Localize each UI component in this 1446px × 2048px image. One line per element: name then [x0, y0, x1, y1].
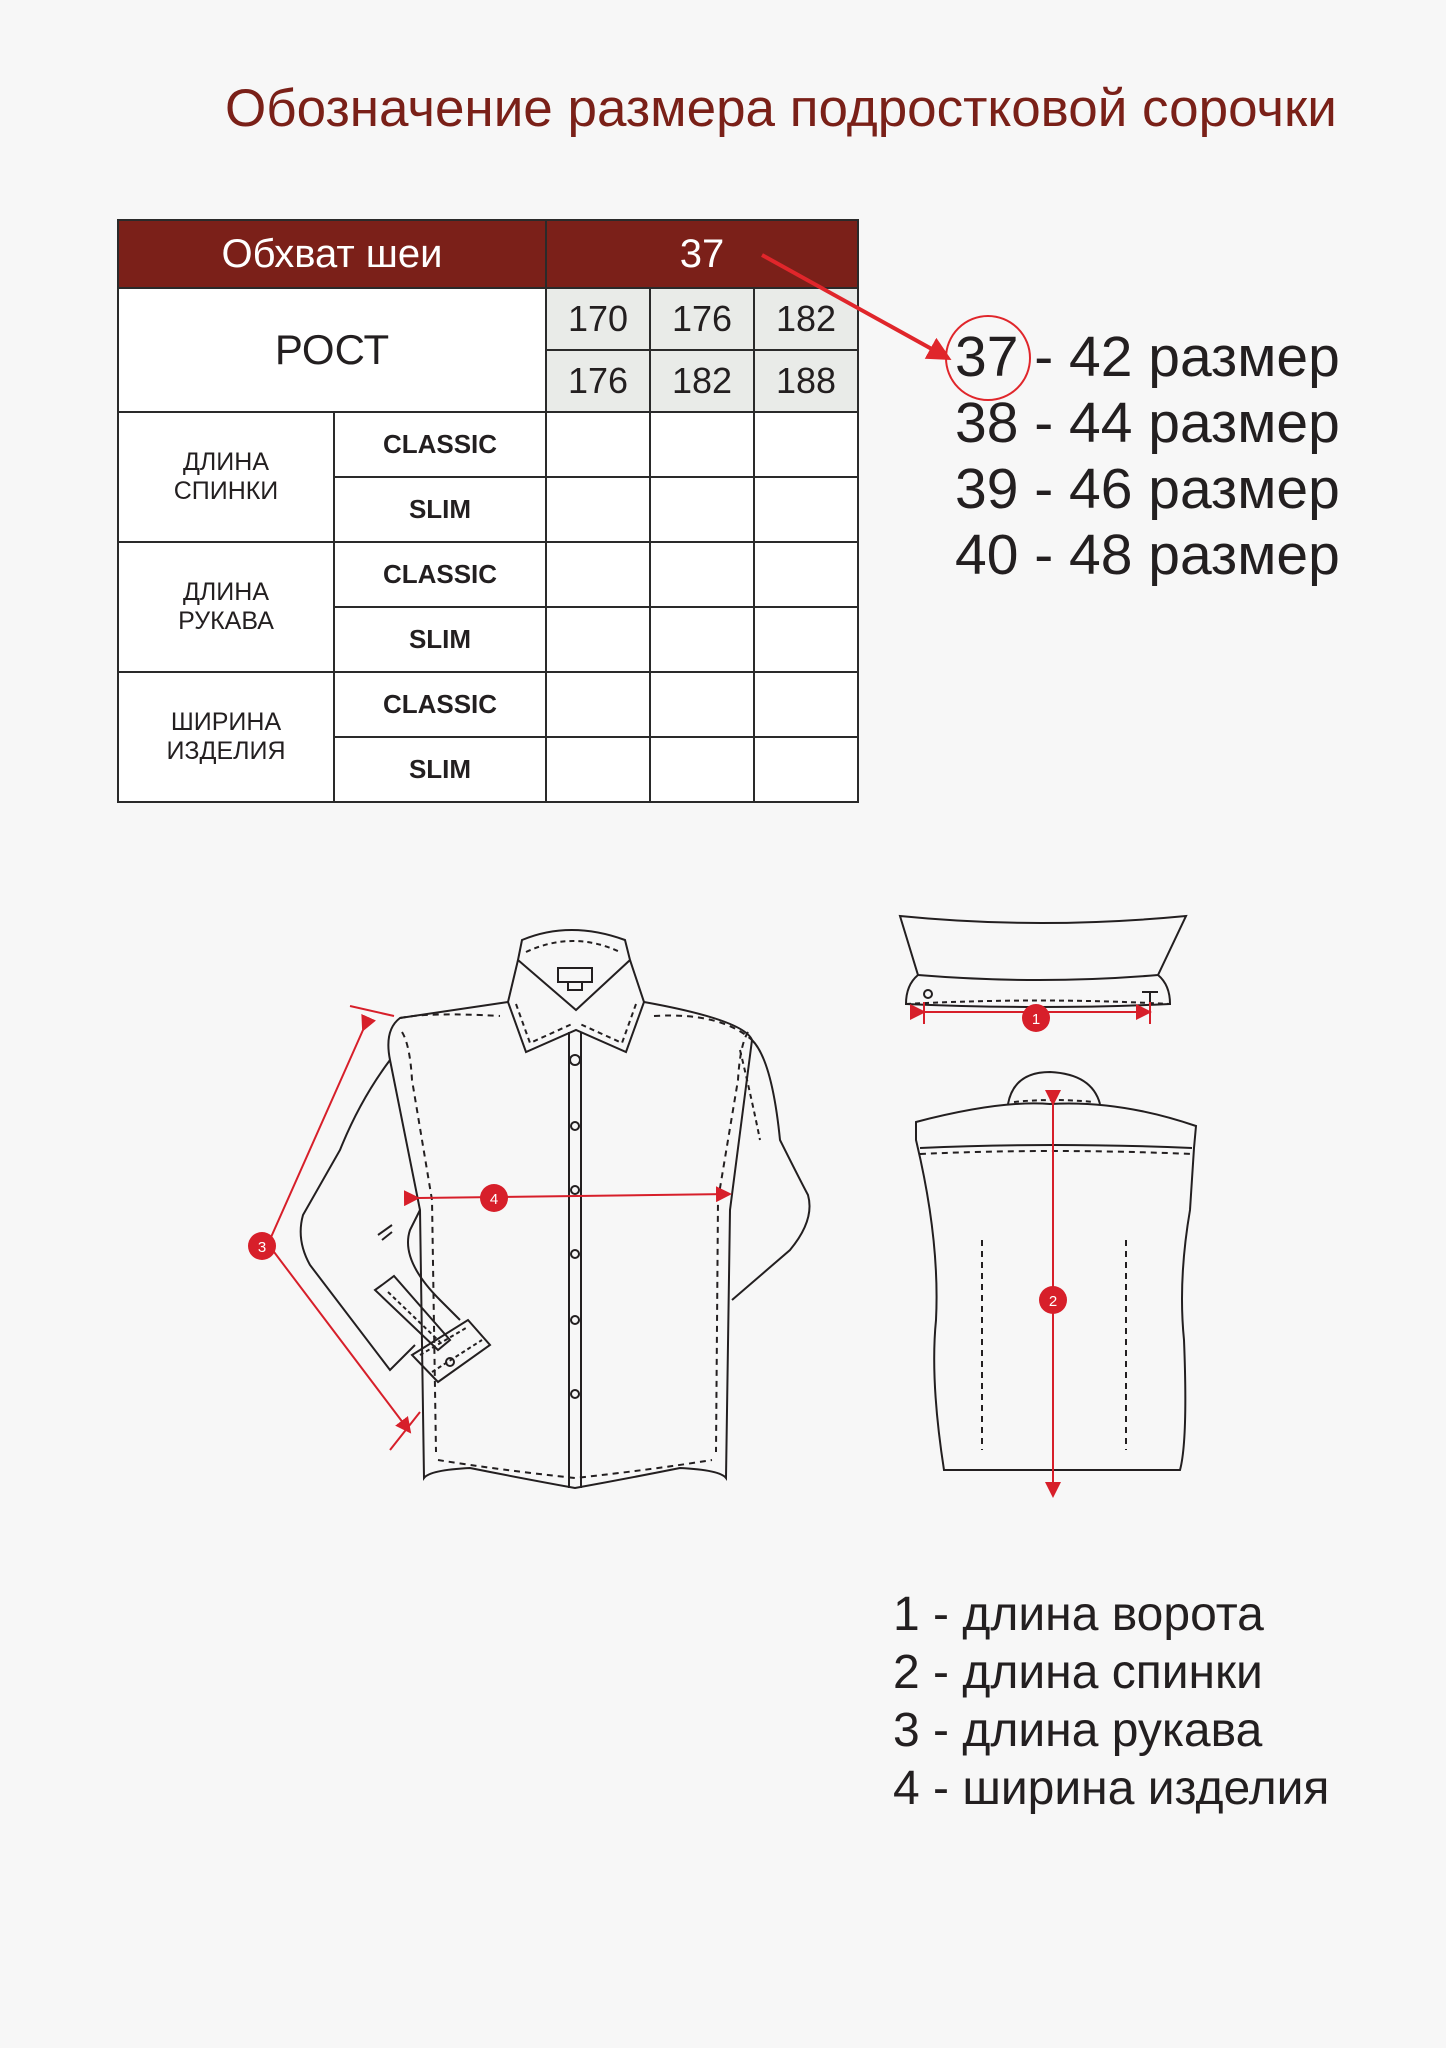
- measurement-lines: [268, 1002, 1150, 1496]
- collar-drawing: [900, 916, 1186, 1007]
- front-shirt-drawing: [301, 930, 810, 1488]
- legend-item: 3 - длина рукава: [893, 1704, 1263, 1757]
- neck-size: 40: [955, 523, 1019, 587]
- group-label-line: ДЛИНА: [182, 448, 270, 476]
- fit-label: SLIM: [334, 737, 546, 802]
- size-text: - 44 размер: [1018, 391, 1340, 455]
- height-label: РОСТ: [118, 288, 546, 412]
- marker-collar-length: [1022, 1004, 1050, 1032]
- legend-item: 1 - длина ворота: [893, 1588, 1264, 1641]
- measurement-legend: [893, 1586, 1329, 1818]
- legend-item: 4 - ширина изделия: [893, 1762, 1330, 1815]
- measurement-markers: [248, 1004, 1067, 1314]
- group-label-line: РУКАВА: [178, 607, 274, 635]
- marker-width: [480, 1184, 508, 1212]
- neck-size: 38: [955, 391, 1019, 455]
- group-label-line: СПИНКИ: [173, 477, 279, 505]
- highlight-circle: [946, 316, 1030, 400]
- marker-label: 3: [257, 1239, 267, 1256]
- group-label-line: ИЗДЕЛИЯ: [166, 737, 286, 765]
- page-title: Обозначение размера подростковой сорочки: [225, 79, 1337, 138]
- fit-label: SLIM: [334, 477, 546, 542]
- marker-back-length: [1039, 1286, 1067, 1314]
- size-text: - 46 размер: [1018, 457, 1340, 521]
- size-text: - 48 размер: [1018, 523, 1340, 587]
- neck-girth-value: 37: [546, 220, 858, 288]
- group-label-line: ДЛИНА: [182, 578, 270, 606]
- height-cell: 188: [754, 350, 858, 412]
- neck-size: 39: [955, 457, 1019, 521]
- marker-label: 1: [1031, 1011, 1041, 1028]
- marker-label: 2: [1048, 1293, 1058, 1310]
- fit-label: SLIM: [334, 607, 546, 672]
- legend-item: 2 - длина спинки: [893, 1646, 1263, 1699]
- marker-label: 4: [489, 1191, 499, 1208]
- fit-label: CLASSIC: [334, 412, 546, 477]
- group-label-line: ШИРИНА: [170, 708, 282, 736]
- pointer-arrow: [762, 255, 948, 358]
- fit-label: CLASSIC: [334, 672, 546, 737]
- height-cell: 176: [650, 288, 754, 350]
- back-shirt-drawing: [916, 1072, 1196, 1470]
- height-cell: 182: [754, 288, 858, 350]
- neck-girth-label: Обхват шеи: [118, 220, 546, 288]
- size-text: - 42 размер: [1018, 325, 1340, 389]
- fit-label: CLASSIC: [334, 542, 546, 607]
- neck-size: 37: [955, 325, 1019, 389]
- height-cell: 176: [546, 350, 650, 412]
- marker-sleeve-length: [248, 1232, 276, 1260]
- height-cell: 182: [650, 350, 754, 412]
- height-cell: 170: [546, 288, 650, 350]
